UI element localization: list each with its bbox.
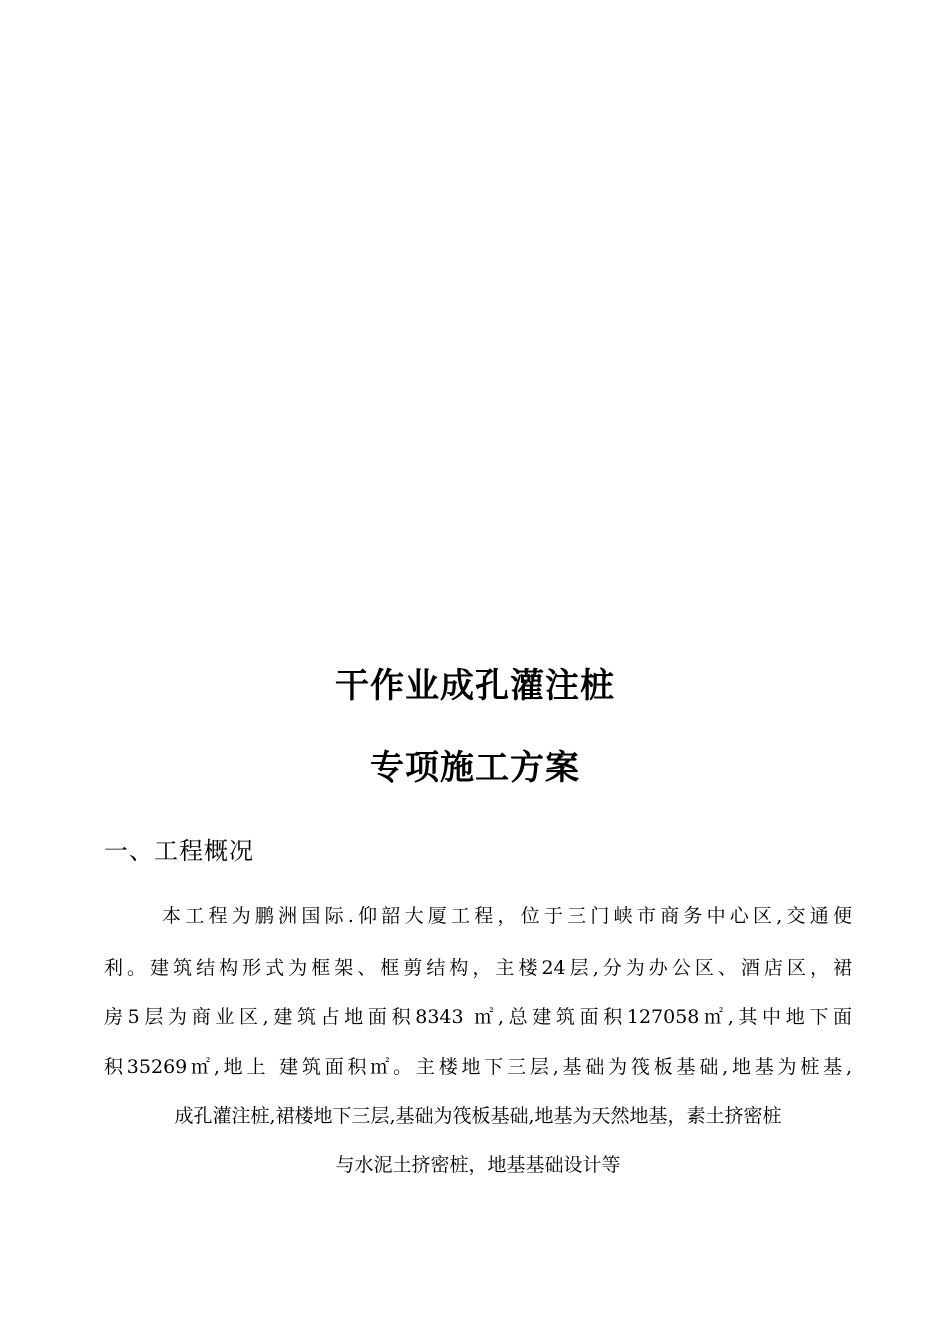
paragraph-line: 房5层为商业区,建筑占地面积8343 ㎡,总建筑面积127058㎡,其中地下面 [104,1006,852,1028]
paragraph-line: 成孔灌注桩,裙楼地下三层,基础为筏板基础,地基为天然地基，素土挤密桩 [174,1105,782,1127]
paragraph-line: 本工程为鹏洲国际.仰韶大厦工程，位于三门峡市商务中心区,交通便 [162,905,852,927]
paragraph-line: 与水泥土挤密桩，地基基础设计等 [335,1154,621,1176]
document-subtitle: 专项施工方案 [370,748,580,788]
document-title: 干作业成孔灌注桩 [335,666,615,706]
section-heading-project-overview: 一、工程概况 [104,837,254,865]
paragraph-line: 利。建筑结构形式为框架、框剪结构，主楼24层,分为办公区、酒店区，裙 [104,957,852,979]
paragraph-line: 积35269㎡,地上 建筑面积㎡。主楼地下三层,基础为筏板基础,地基为桩基, [104,1056,852,1078]
